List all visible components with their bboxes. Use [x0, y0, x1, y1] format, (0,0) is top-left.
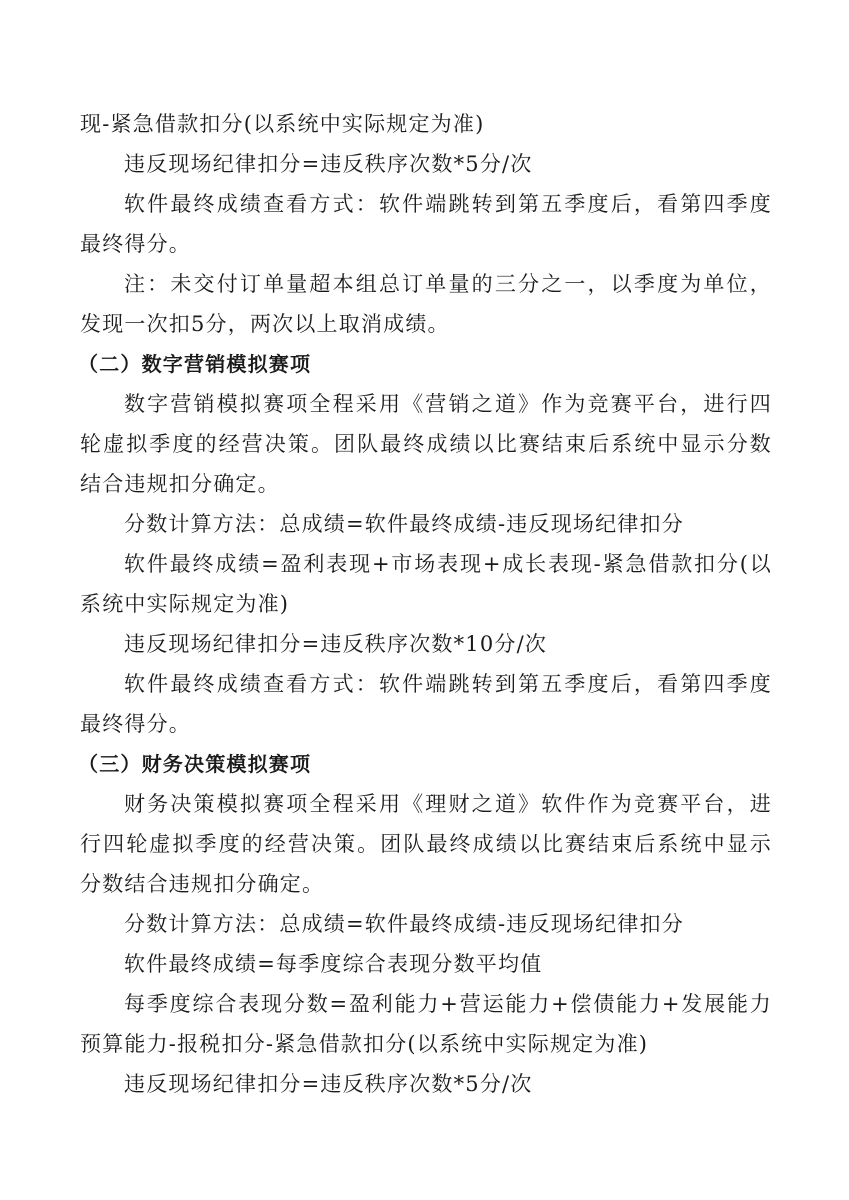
- paragraph-line: 违反现场纪律扣分=违反秩序次数*5分/次: [124, 1072, 533, 1096]
- paragraph-line: 软件最终成绩=盈利表现+市场表现+成长表现-紧急借款扣分(以: [124, 552, 772, 576]
- paragraph-line: 每季度综合表现分数=盈利能力+营运能力+偿债能力+发展能力: [124, 992, 772, 1016]
- paragraph-line: 注：未交付订单量超本组总订单量的三分之一，以季度为单位，: [124, 272, 772, 296]
- document-page: [80, 104, 772, 1104]
- paragraph-line: 预算能力-报税扣分-紧急借款扣分(以系统中实际规定为准): [80, 1032, 649, 1056]
- paragraph-line: 行四轮虚拟季度的经营决策。团队最终成绩以比赛结束后系统中显示: [80, 832, 772, 856]
- paragraph-line: 结合违规扣分确定。: [80, 472, 280, 496]
- paragraph-line: 最终得分。: [80, 712, 191, 736]
- paragraph-line: 分数结合违规扣分确定。: [80, 872, 325, 896]
- paragraph-line: 分数计算方法：总成绩=软件最终成绩-违反现场纪律扣分: [124, 912, 684, 936]
- paragraph-line: 财务决策模拟赛项全程采用《理财之道》软件作为竞赛平台，进: [124, 792, 772, 816]
- paragraph-line: 系统中实际规定为准): [80, 592, 290, 616]
- paragraph-line: 违反现场纪律扣分=违反秩序次数*10分/次: [124, 632, 548, 656]
- paragraph-line: 软件最终成绩查看方式：软件端跳转到第五季度后，看第四季度: [124, 672, 772, 696]
- paragraph-line: 现-紧急借款扣分(以系统中实际规定为准): [80, 112, 485, 136]
- section-heading: （三）财务决策模拟赛项: [78, 752, 312, 776]
- paragraph-line: 发现一次扣5分，两次以上取消成绩。: [80, 312, 450, 336]
- paragraph-line: 数字营销模拟赛项全程采用《营销之道》作为竞赛平台，进行四: [124, 392, 772, 416]
- paragraph-line: 软件最终成绩=每季度综合表现分数平均值: [124, 952, 543, 976]
- paragraph-line: 轮虚拟季度的经营决策。团队最终成绩以比赛结束后系统中显示分数: [80, 432, 772, 456]
- paragraph-line: 软件最终成绩查看方式：软件端跳转到第五季度后，看第四季度: [124, 192, 772, 216]
- paragraph-line: 分数计算方法：总成绩=软件最终成绩-违反现场纪律扣分: [124, 512, 684, 536]
- paragraph-line: 最终得分。: [80, 232, 191, 256]
- paragraph-line: 违反现场纪律扣分=违反秩序次数*5分/次: [124, 152, 533, 176]
- section-heading: （二）数字营销模拟赛项: [78, 352, 312, 376]
